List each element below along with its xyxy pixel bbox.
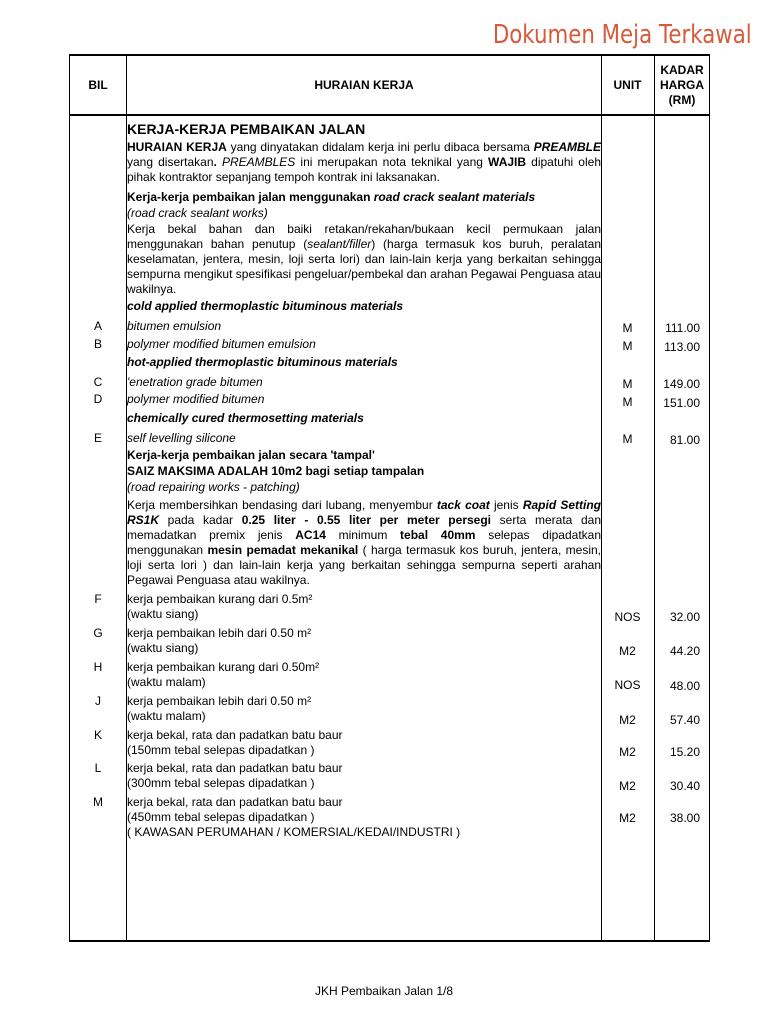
patch-body-text: minimum: [325, 528, 401, 542]
item-desc-line: (waktu malam): [127, 675, 206, 689]
item-desc: 'enetration grade bitumen: [127, 375, 263, 389]
item-price-value: 57.40: [669, 713, 700, 727]
item-price: [654, 610, 710, 624]
item-desc: [127, 728, 601, 758]
item-bil: G: [93, 626, 103, 640]
item-bil: E: [93, 431, 102, 445]
item-price-value: 81.00: [669, 433, 700, 447]
item-bil: L: [94, 761, 102, 775]
item-price: [654, 644, 710, 658]
header-bil: BIL: [88, 77, 108, 92]
header-divider: [70, 114, 709, 116]
item-unit: NOS: [614, 610, 641, 624]
patch-body-text: mesin pemadat mekanikal: [207, 543, 359, 557]
intro-text: WAJIB: [488, 155, 527, 169]
item-price: [654, 377, 710, 391]
crack-heading-text: road crack sealant materials: [373, 190, 536, 204]
item-unit: M: [622, 377, 633, 391]
item-price-value: 44.20: [669, 644, 700, 658]
header-kadar-line: KADAR: [660, 62, 704, 77]
hot-heading: hot-applied thermoplastic bituminous materials: [127, 355, 398, 369]
item-price-value: 32.00: [669, 610, 700, 624]
item-price-value: 151.00: [663, 396, 700, 410]
item-desc-line: kerja bekal, rata dan padatkan batu baur: [127, 795, 343, 809]
item-price: [654, 396, 710, 410]
item-bil: K: [93, 728, 102, 742]
intro-text: PREAMBLE: [533, 140, 602, 154]
crack-heading-text: Kerja-kerja pembaikan jalan menggunakan: [127, 190, 374, 204]
crack-subheading: (road crack sealant works): [127, 206, 268, 220]
header-kadar: [654, 56, 710, 114]
section-title: KERJA-KERJA PEMBAIKAN JALAN: [127, 121, 366, 137]
item-desc: self levelling silicone: [127, 431, 236, 445]
item-price: [654, 679, 710, 693]
intro-text: dipatuhi oleh pihak kontraktor sepanjang tempoh kontrak ini laksanakan.: [127, 155, 601, 184]
item-price: [654, 811, 710, 825]
item-unit: M2: [619, 811, 636, 825]
header-kadar-line: HARGA: [660, 77, 704, 92]
item-desc: [127, 592, 601, 622]
item-unit: M2: [619, 644, 636, 658]
bill-table: [69, 54, 710, 942]
intro-text: ini merupakan nota teknikal yang: [295, 155, 489, 169]
item-unit: M: [622, 432, 633, 446]
item-desc: polymer modified bitumen emulsion: [127, 337, 316, 351]
patch-heading: Kerja-kerja pembaikan jalan secara 'tampal': [127, 448, 375, 462]
header-unit: UNIT: [613, 77, 642, 92]
item-desc-line: kerja pembaikan kurang dari 0.5m²: [127, 592, 313, 606]
intro-text: HURAIAN KERJA: [127, 140, 227, 154]
cold-heading: cold applied thermoplastic bituminous materials: [127, 299, 404, 313]
patch-body-text: pada kadar: [159, 513, 242, 527]
item-desc-line: (waktu siang): [127, 607, 199, 621]
item-price: [654, 713, 710, 727]
item-bil: B: [93, 337, 102, 351]
item-desc-line: (waktu siang): [127, 641, 199, 655]
watermark-text: Dokumen Meja Terkawal: [493, 20, 752, 50]
item-desc-line: kerja pembaikan kurang dari 0.50m²: [127, 660, 320, 674]
item-unit: M: [622, 321, 633, 335]
patch-body-text: 0.25 liter - 0.55 liter per meter persegi: [241, 513, 491, 527]
item-desc-line: (150mm tebal selepas dipadatkan ): [127, 743, 315, 757]
item-price: [654, 779, 710, 793]
intro-text: .: [213, 155, 217, 169]
patch-body-text: selepas dipadatkan menggunakan: [127, 528, 601, 557]
item-desc-line: kerja bekal, rata dan padatkan batu baur: [127, 728, 343, 742]
patch-body-text: serta merata dan memadatkan premix jenis: [127, 513, 601, 542]
item-desc-line: (300mm tebal selepas dipadatkan ): [127, 776, 315, 790]
item-price-value: 15.20: [669, 745, 700, 759]
item-price-value: 30.40: [669, 779, 700, 793]
header-huraian: HURAIAN KERJA: [314, 77, 414, 92]
item-bil: J: [95, 694, 101, 708]
item-desc: [127, 660, 601, 690]
item-desc-line: ( KAWASAN PERUMAHAN / KOMERSIAL/KEDAI/INDUSTRI ): [127, 825, 461, 839]
item-price-value: 113.00: [664, 340, 700, 354]
column-divider: [654, 56, 655, 940]
item-unit: M2: [619, 779, 636, 793]
patch-body-text: tack coat: [436, 498, 490, 512]
item-bil: C: [93, 375, 103, 389]
column-divider: [601, 56, 602, 940]
item-bil: H: [93, 660, 103, 674]
chem-heading: chemically cured thermosetting materials: [127, 411, 364, 425]
item-bil: D: [93, 392, 103, 406]
item-unit: NOS: [614, 678, 641, 692]
item-desc-line: kerja pembaikan lebih dari 0.50 m²: [127, 626, 312, 640]
item-desc: polymer modified bitumen: [127, 392, 265, 406]
intro-text: yang dinyatakan didalam kerja ini perlu dibaca bersama: [226, 140, 534, 154]
crack-body: [127, 222, 601, 297]
patch-body-text: tebal 40mm: [400, 528, 476, 542]
patch-body-text: Rapid Setting RS1K: [127, 498, 601, 527]
header-kadar-line: (RM): [668, 92, 696, 107]
patch-body-text: Kerja membersihkan bendasing dari lubang, menyembur: [127, 498, 437, 512]
item-price: [654, 321, 710, 335]
item-bil: F: [94, 592, 102, 606]
item-price-value: 48.00: [669, 679, 700, 693]
patch-body: [127, 498, 601, 588]
item-price-value: 38.00: [669, 811, 700, 825]
item-desc: bitumen emulsion: [127, 319, 222, 333]
item-desc: [127, 795, 601, 840]
item-desc-line: kerja pembaikan lebih dari 0.50 m²: [127, 694, 312, 708]
crack-heading: [127, 190, 601, 205]
item-desc-line: (450mm tebal selepas dipadatkan ): [127, 810, 315, 824]
crack-body-text: sealant/filler: [307, 237, 372, 251]
intro-text: PREAMBLES: [221, 155, 296, 169]
item-unit: M: [622, 395, 633, 409]
patch-heading-2: SAIZ MAKSIMA ADALAH 10m2 bagi setiap tampalan: [127, 464, 425, 478]
crack-body-text: Kerja bekal bahan dan baiki retakan/rekahan/bukaan kecil permukaan jalan menggunakan bahan penutup (: [127, 222, 601, 251]
item-price: [654, 745, 710, 759]
item-desc: [127, 694, 601, 724]
item-unit: M2: [619, 745, 636, 759]
item-desc-line: kerja bekal, rata dan padatkan batu baur: [127, 761, 343, 775]
crack-body-text: ) (harga termasuk kos buruh, peralatan keselamatan, jentera, mesin, loji serta lori) dan lain-lain kerja yang berkaitan sehingga sempurna mengikut spesifikasi pengeluar/pembekal dan arahan Pegawai Penguasa atau wakilnya.: [127, 237, 601, 296]
item-price: [654, 340, 710, 354]
patch-subheading: (road repairing works - patching): [127, 480, 300, 494]
item-unit: M: [622, 339, 633, 353]
item-bil: A: [93, 319, 102, 333]
item-price-value: 149.00: [663, 377, 700, 391]
item-price: [654, 433, 710, 447]
item-desc-line: (waktu malam): [127, 709, 206, 723]
item-desc: [127, 761, 601, 791]
patch-body-text: ( harga termasuk kos buruh, jentera, mesin, loji serta lori ) dan lain-lain kerja yang berkaitan sehingga sempurna seperti arahan Pegawai Penguasa atau wakilnya.: [127, 543, 601, 587]
item-unit: M2: [619, 713, 636, 727]
item-desc: [127, 626, 601, 656]
patch-body-text: jenis: [489, 498, 523, 512]
page-footer: JKH Pembaikan Jalan 1/8: [314, 984, 454, 998]
patch-body-text: AC14: [295, 528, 326, 542]
intro-text: yang disertakan: [127, 155, 214, 169]
item-bil: M: [93, 795, 103, 809]
intro-paragraph: [127, 140, 601, 185]
item-price-value: 111.00: [665, 321, 700, 335]
